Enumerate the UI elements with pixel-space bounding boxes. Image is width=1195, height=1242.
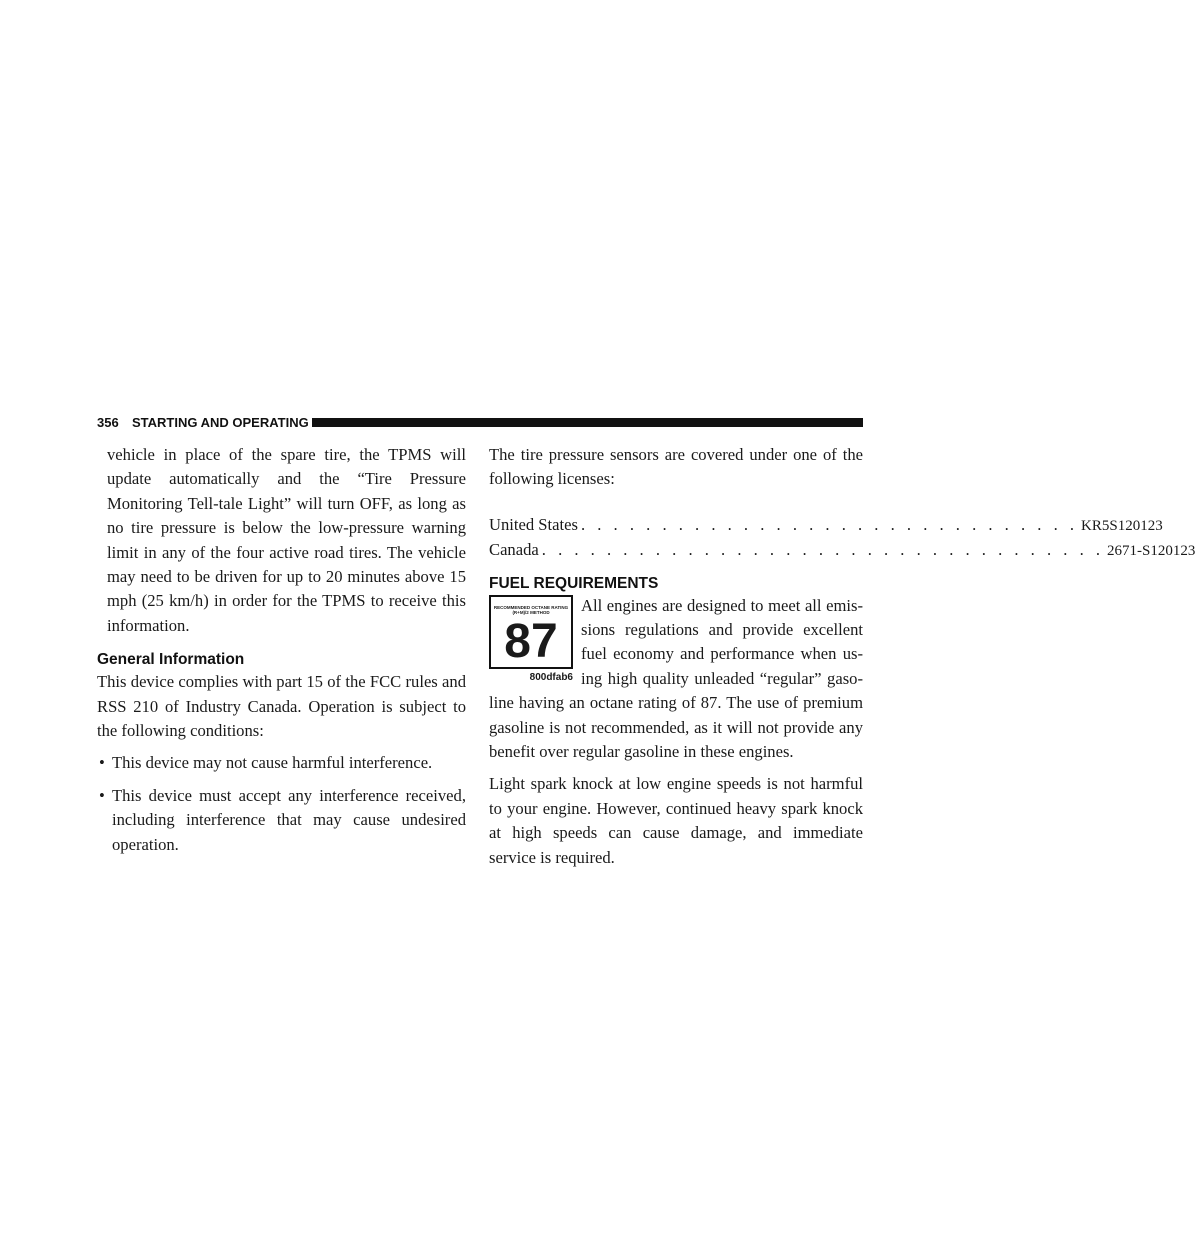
tpms-continued-paragraph: vehicle in place of the spare tire, the TPMS will update automatically and the “Tire Pressure Monitoring Tell-tale Light” will turn OFF, as long as no tire pressure is below the low-pressure warning limit in any of the four active road tires. The vehicle may need to be driven for up to 20 minutes above 15 mph (25 km/h) in order for the TPMS to receive this information. <box>107 445 466 635</box>
octane-label-frame <box>489 595 573 669</box>
license-row <box>489 538 1195 563</box>
figure-code: 800dfab6 <box>529 671 573 683</box>
license-row <box>489 513 1163 538</box>
license-country: Canada <box>489 540 539 560</box>
licenses-list <box>489 513 1195 564</box>
fuel-section <box>489 594 863 765</box>
octane-label-method: (R+M)/2 METHOD <box>512 609 550 615</box>
fuel-paragraph: All engines are designed to meet all emis-sions regulations and provide excellent fuel economy and performance when us-ing high quality unleaded “regular” gaso-line having an octane rating of 87. The use of premium gasoline is not recommended, as it will not provide any benefit over regular gasoline in these engines. <box>489 595 863 762</box>
license-country: United States <box>489 514 578 534</box>
licenses-intro: The tire pressure sensors are covered under one of the following licenses: <box>489 445 863 489</box>
list-item-text: This device may not cause harmful interference. <box>112 753 433 773</box>
general-information-heading: General Information <box>97 651 245 669</box>
octane-number: 87 <box>504 614 558 668</box>
right-column <box>489 443 1195 870</box>
license-code: 2671-S120123 <box>1107 543 1195 560</box>
header-rule <box>312 418 863 427</box>
bullet-icon: • <box>99 785 105 805</box>
octane-label-title: RECOMMENDED OCTANE RATING <box>493 604 569 610</box>
left-column <box>97 443 466 857</box>
page-number: 356 <box>97 415 119 430</box>
dot-leader: . . . . . . . . . . . . . . . . . . . . . . . . . . . . . . . <box>580 514 1079 534</box>
octane-rating-label <box>489 595 573 685</box>
license-code: KR5S120123 <box>1081 517 1163 534</box>
section-title: STARTING AND OPERATING <box>132 415 309 430</box>
list-item-text: This device must accept any interference received, including interference that may cause undesired operation. <box>112 785 466 854</box>
page-header <box>97 416 863 430</box>
list-item <box>97 751 466 775</box>
spark-knock-paragraph: Light spark knock at low engine speeds is not harmful to your engine. However, continued heavy spark knock at high speeds can cause damage, and immediate service is required. <box>489 774 863 867</box>
fcc-paragraph: This device complies with part 15 of the FCC rules and RSS 210 of Industry Canada. Operation is subject to the following conditions: <box>97 672 466 741</box>
fuel-requirements-heading: FUEL REQUIREMENTS <box>489 574 659 592</box>
bullet-icon: • <box>99 753 105 773</box>
dot-leader: . . . . . . . . . . . . . . . . . . . . . . . . . . . . . . . . . . . <box>541 540 1105 560</box>
conditions-list <box>97 751 466 857</box>
list-item <box>97 784 466 857</box>
